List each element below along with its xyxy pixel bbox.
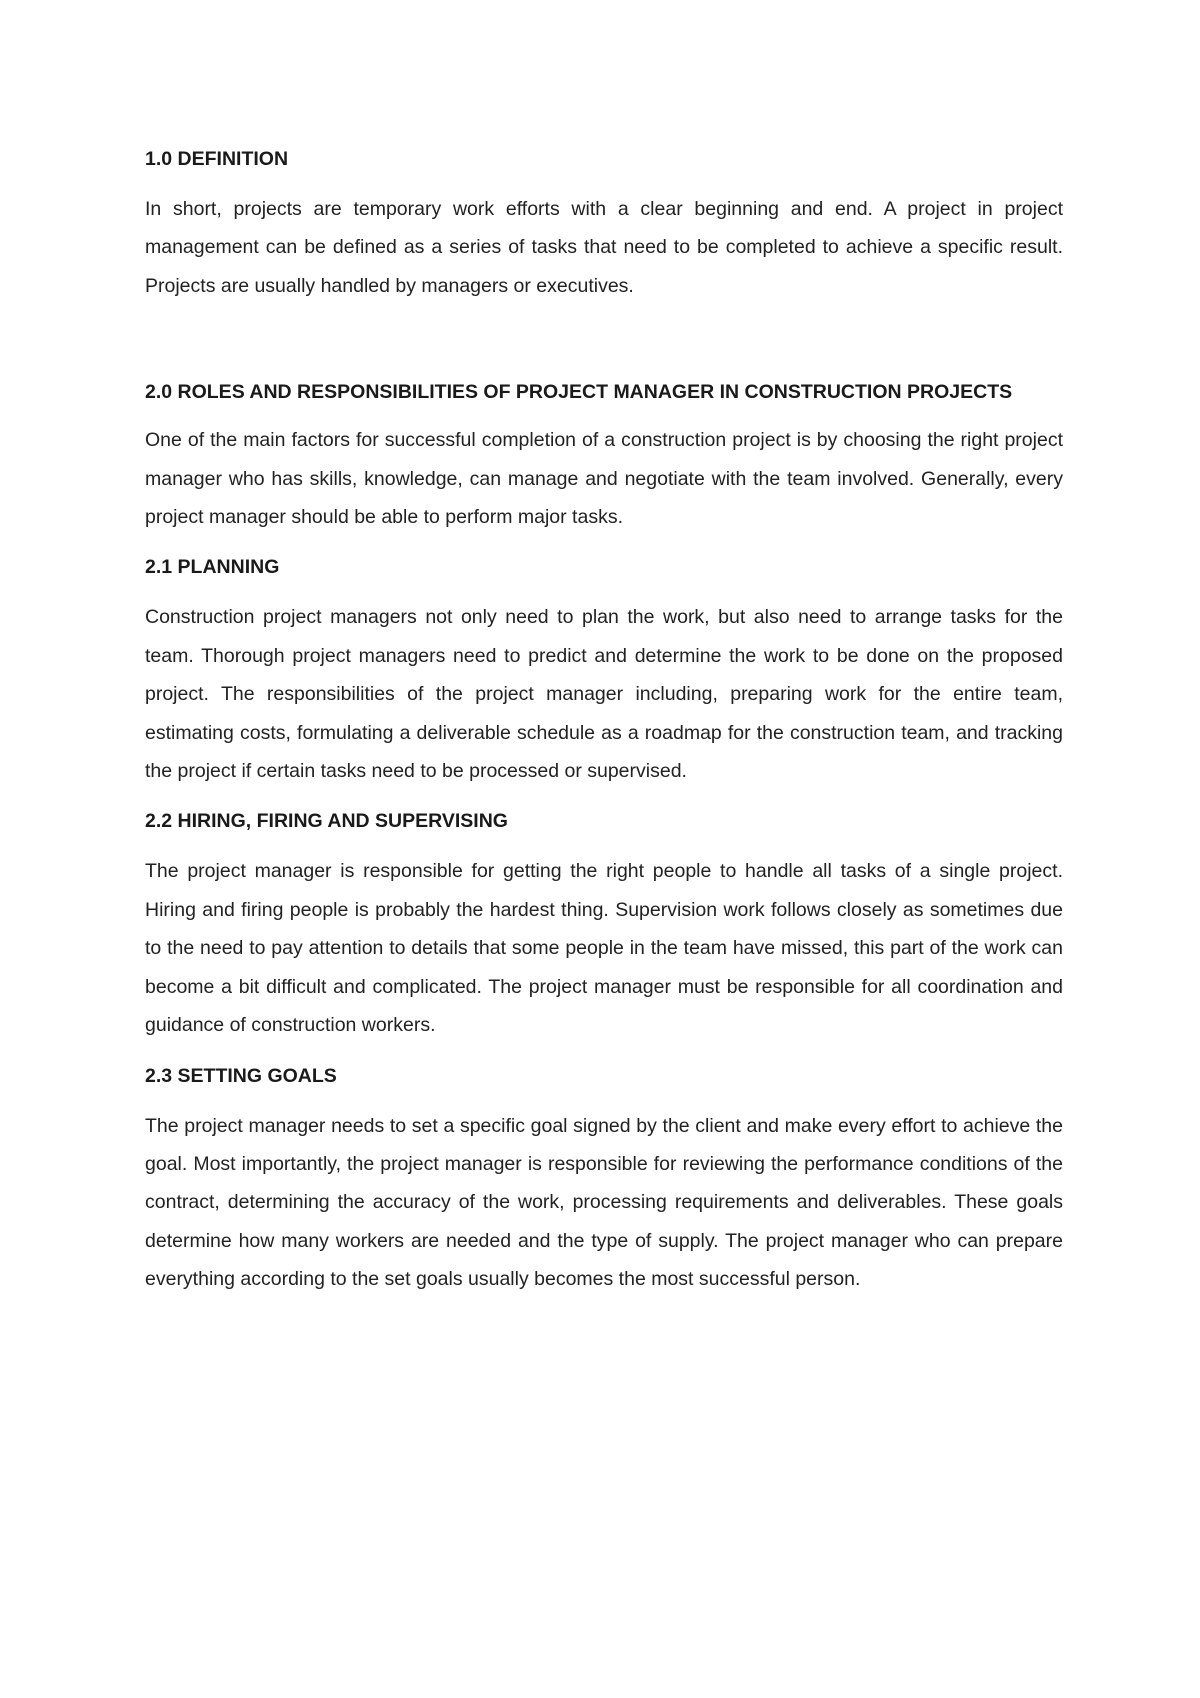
section-heading-setting-goals: 2.3 SETTING GOALS (145, 1064, 337, 1087)
section-heading-roles-and-responsibilities: 2.0 ROLES AND RESPONSIBILITIES OF PROJECT MANAGER IN CONSTRUCTION PROJECTS (145, 381, 1013, 404)
section-paragraph-planning: Construction project managers not only need to plan the work, but also need to arrange tasks for the team. Thorough project managers need to predict and determine the work to be done on the proposed project. The responsibilities of the project manager including, preparing work for the entire team, estimating costs, formulating a deliverable schedule as a roadmap for the construction team, and tracking the project if certain tasks need to be processed or supervised. (145, 606, 1063, 783)
document-body (145, 140, 1063, 1299)
section-paragraph-hiring-firing-supervising: The project manager is responsible for getting the right people to handle all tasks of a single project. Hiring and firing people is probably the hardest thing. Supervision work follows closely as sometimes due to the need to pay attention to details that some people in the team have missed, this part of the work can become a bit difficult and complicated. The project manager must be responsible for all coordination and guidance of construction workers. (145, 860, 1063, 1037)
section-paragraph-setting-goals: The project manager needs to set a specific goal signed by the client and make every effort to achieve the goal. Most importantly, the project manager is responsible for reviewing the performance conditions of the contract, determining the accuracy of the work, processing requirements and deliverables. These goals determine how many workers are needed and the type of supply. The project manager who can prepare everything according to the set goals usually becomes the most successful person. (145, 1114, 1063, 1291)
section-heading-definition: 1.0 DEFINITION (145, 148, 289, 170)
section-paragraph-definition: In short, projects are temporary work efforts with a clear beginning and end. A project in project management can be defined as a series of tasks that need to be completed to achieve a specific result. Projects are usually handled by managers or executives. (145, 198, 1063, 297)
section-paragraph-roles-and-responsibilities: One of the main factors for successful completion of a construction project is by choosing the right project manager who has skills, knowledge, can manage and negotiate with the team involved. Generally, every project manager should be able to perform major tasks. (145, 429, 1063, 529)
section-heading-planning: 2.1 PLANNING (145, 556, 280, 579)
section-heading-hiring-firing-supervising: 2.2 HIRING, FIRING AND SUPERVISING (145, 810, 508, 833)
